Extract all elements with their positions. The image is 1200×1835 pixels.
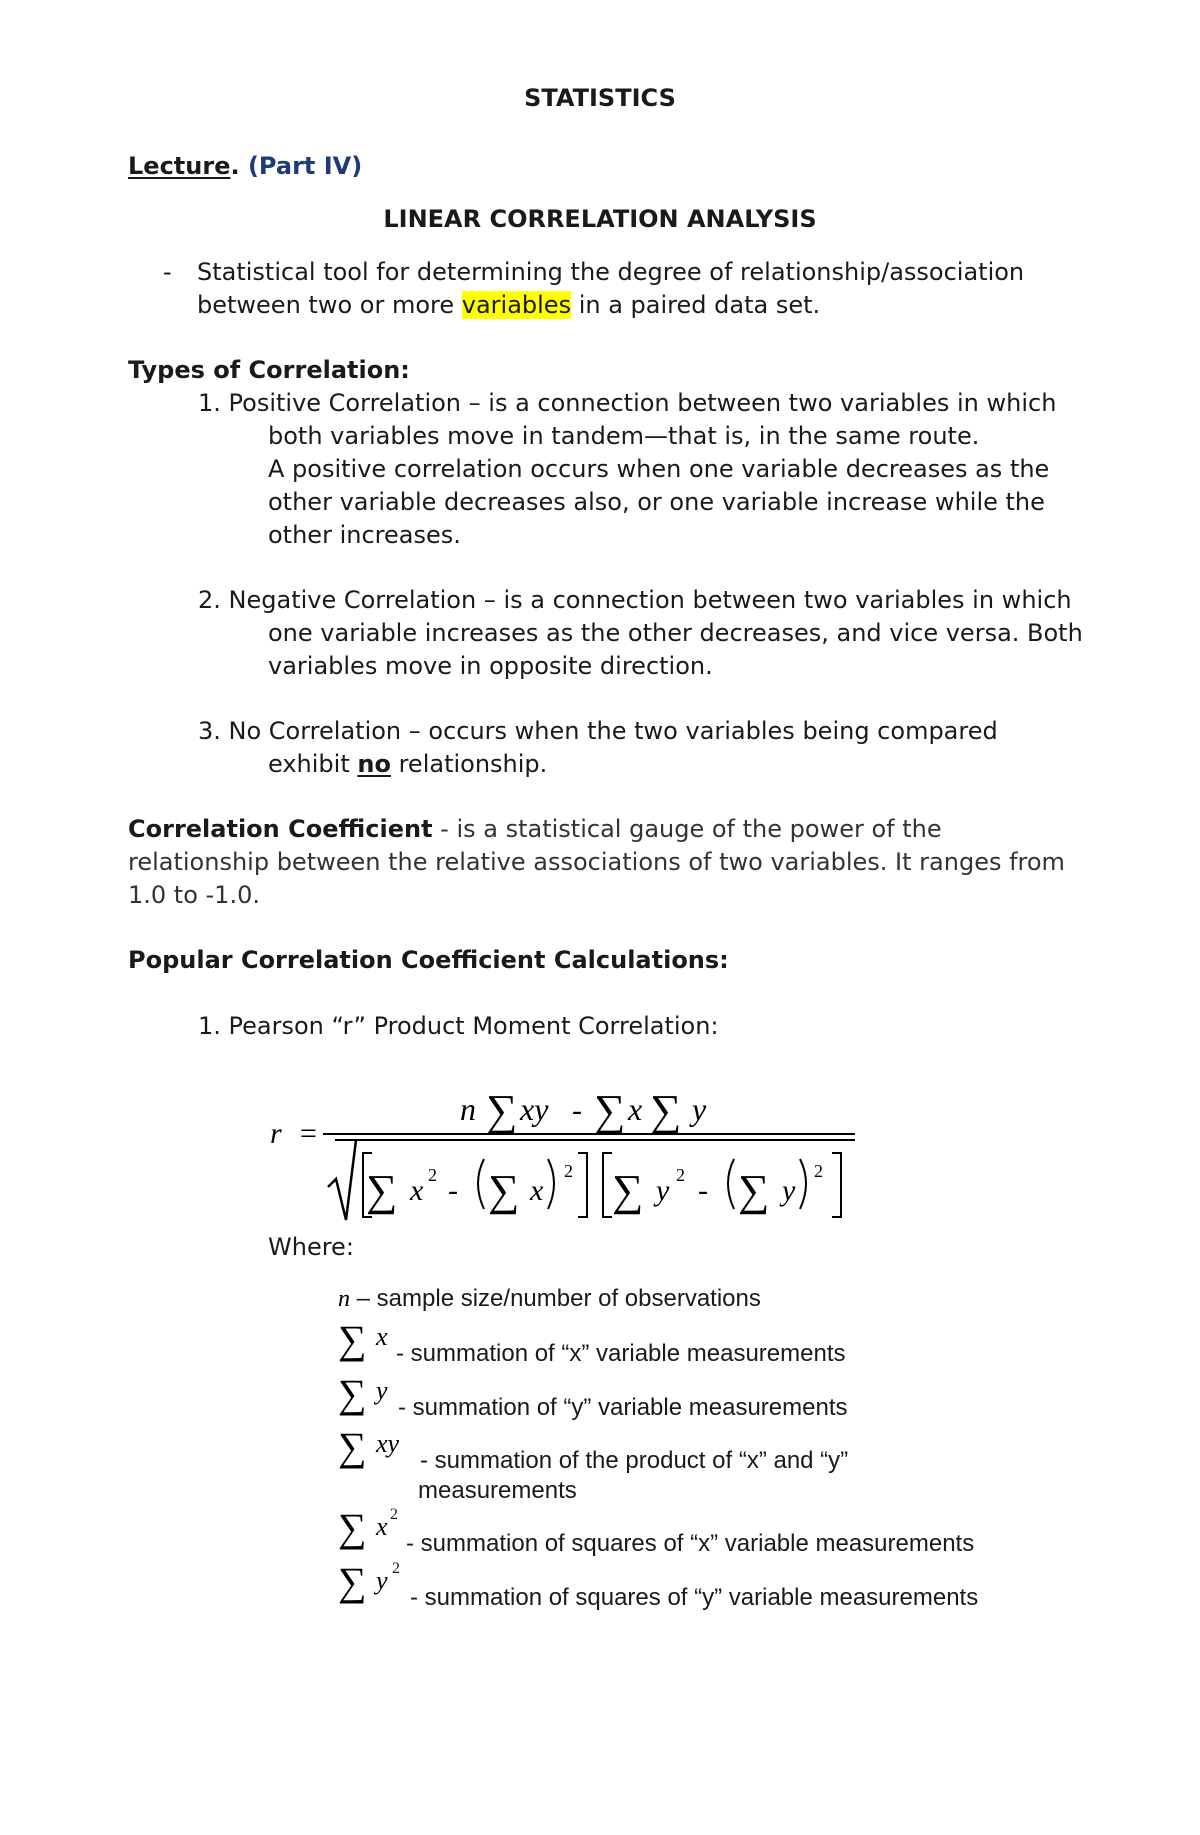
coefficient-line-1 <box>128 813 942 846</box>
type1-line-3: A positive correlation occurs when one variable decreases as the <box>268 455 1050 483</box>
type1-line-4: other variable decreases also, or one variable increase while the <box>268 488 1045 516</box>
type2-line-1: 2. Negative Correlation – is a connection between two variables in which <box>198 586 1072 614</box>
type2-line-3: variables move in opposite direction. <box>268 652 713 680</box>
def-y2-var: y <box>376 1566 388 1595</box>
def-y-text: - summation of “y” variable measurements <box>398 1394 848 1421</box>
intro-line-2 <box>197 289 820 322</box>
highlighted-term: variables <box>461 291 572 319</box>
sigma-symbol: ∑ <box>338 1505 367 1550</box>
def-x2-text: - summation of squares of “x” variable measurements <box>406 1530 975 1557</box>
den-sigma-1: ∑ <box>366 1166 398 1215</box>
sigma-symbol: ∑ <box>338 1317 367 1362</box>
sigma-symbol: ∑ <box>338 1371 367 1416</box>
den-minus-1: - <box>448 1174 458 1207</box>
type3-line-2 <box>268 748 547 781</box>
intro-line-1: Statistical tool for determining the degree of relationship/association <box>197 258 1025 286</box>
where-label: Where: <box>268 1233 354 1261</box>
den-sigma-3: ∑ <box>612 1166 644 1215</box>
right-paren-open <box>728 1159 734 1209</box>
den-x1: x <box>410 1174 424 1207</box>
coefficient-line-3: 1.0 to -1.0. <box>128 881 260 909</box>
num-sigma-1: ∑ <box>486 1086 518 1135</box>
def-n-symbol: n <box>338 1286 350 1312</box>
den-y1-exp: 2 <box>676 1165 685 1185</box>
page-title: STATISTICS <box>524 84 676 112</box>
num-y: y <box>692 1091 707 1127</box>
def-y-var: y <box>376 1376 388 1405</box>
right-bracket-close <box>832 1153 841 1217</box>
left-paren-close <box>548 1159 554 1209</box>
right-paren-close <box>800 1159 806 1209</box>
coefficient-text: - is a statistical gauge of the power of the <box>432 815 942 843</box>
num-sigma-3: ∑ <box>650 1086 682 1135</box>
num-n: n <box>460 1091 476 1127</box>
emphasis-no: no <box>357 750 391 778</box>
intro-text-post: in a paired data set. <box>571 291 821 319</box>
num-x: x <box>628 1091 643 1127</box>
den-y2-exp: 2 <box>814 1161 823 1181</box>
right-bracket-open <box>603 1153 612 1217</box>
den-sigma-2: ∑ <box>488 1166 520 1215</box>
def-x-var: x <box>376 1322 388 1351</box>
type3-text-pre: exhibit <box>268 750 358 778</box>
den-y2: y <box>782 1174 796 1207</box>
pearson-formula <box>0 1075 1200 1240</box>
def-xy-text-1: - summation of the product of “x” and “y” <box>420 1447 849 1474</box>
formula-equals: = <box>300 1117 317 1150</box>
def-n <box>338 1285 761 1313</box>
den-x1-exp: 2 <box>428 1165 437 1185</box>
den-x2-exp: 2 <box>564 1161 573 1181</box>
sigma-symbol: ∑ <box>338 1559 367 1604</box>
popular-heading: Popular Correlation Coefficient Calculations: <box>128 946 729 974</box>
type1-line-5: other increases. <box>268 521 461 549</box>
def-xy-var: xy <box>376 1429 400 1458</box>
type3-text-post: relationship. <box>390 750 548 778</box>
intro-dash: - <box>163 258 172 286</box>
def-xy-text-2: measurements <box>418 1477 577 1504</box>
num-xy: xy <box>520 1091 549 1127</box>
den-sigma-4: ∑ <box>738 1166 770 1215</box>
pearson-item: 1. Pearson “r” Product Moment Correlation: <box>198 1012 719 1040</box>
lecture-part: (Part IV) <box>247 152 363 180</box>
def-y2-text: - summation of squares of “y” variable measurements <box>410 1584 979 1611</box>
lecture-line <box>128 150 362 183</box>
coefficient-line-2: relationship between the relative associations of two variables. It ranges from <box>128 848 1065 876</box>
type3-line-1: 3. No Correlation – occurs when the two variables being compared <box>198 717 998 745</box>
intro-text-pre: between two or more <box>197 291 462 319</box>
radical-sign <box>328 1140 356 1220</box>
type2-line-2: one variable increases as the other decreases, and vice versa. Both <box>268 619 1083 647</box>
types-heading: Types of Correlation: <box>128 356 410 384</box>
lecture-period: . <box>230 152 240 180</box>
coefficient-term: Correlation Coefficient <box>128 815 433 843</box>
type1-line-1: 1. Positive Correlation – is a connection between two variables in which <box>198 389 1057 417</box>
type1-line-2: both variables move in tandem—that is, in the same route. <box>268 422 980 450</box>
lecture-label: Lecture <box>128 152 231 180</box>
formula-r: r <box>270 1117 282 1150</box>
def-y2-exp: 2 <box>392 1560 400 1577</box>
def-x2-var: x <box>376 1512 388 1541</box>
left-paren-open <box>478 1159 484 1209</box>
def-n-text: – sample size/number of observations <box>350 1285 761 1312</box>
def-x-text: - summation of “x” variable measurements <box>396 1340 846 1367</box>
num-minus: - <box>572 1094 582 1127</box>
num-sigma-2: ∑ <box>594 1086 626 1135</box>
den-y1: y <box>656 1174 670 1207</box>
def-x2-exp: 2 <box>390 1506 398 1523</box>
section-title: LINEAR CORRELATION ANALYSIS <box>383 205 817 233</box>
den-minus-2: - <box>698 1174 708 1207</box>
left-bracket-close <box>578 1153 587 1217</box>
sigma-symbol: ∑ <box>338 1424 367 1469</box>
den-x2: x <box>530 1174 544 1207</box>
